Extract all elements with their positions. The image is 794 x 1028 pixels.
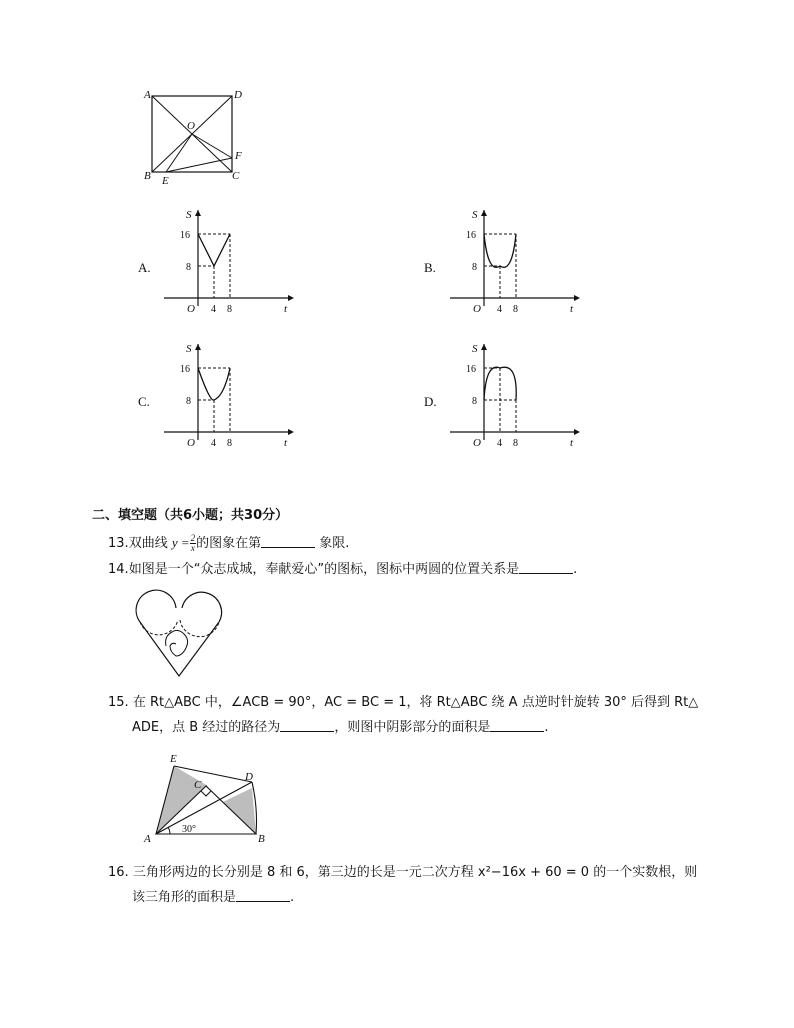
q13-frac-num: 2 <box>190 533 196 543</box>
option-label-2[interactable]: B. <box>424 260 436 275</box>
circle-left-hidden-arc <box>140 620 178 635</box>
label-d: D <box>245 771 253 783</box>
x-tick-8: 8 <box>513 304 518 315</box>
option-graph-4 <box>442 340 582 458</box>
origin-label: O <box>187 437 195 449</box>
y-axis-arrow <box>195 210 201 216</box>
segment-oe <box>166 134 192 172</box>
y-tick-8: 8 <box>186 396 191 407</box>
label-c: C <box>194 779 202 791</box>
function-curve <box>198 368 230 400</box>
label-angle: 30° <box>182 824 196 835</box>
axis-label-t: t <box>570 303 574 315</box>
option-graph-3 <box>156 340 296 458</box>
y-tick-8: 8 <box>472 396 477 407</box>
q14-text: 如图是一个“众志成城，奉献爱心”的图标，图标中两圆的位置关系是 <box>128 562 520 577</box>
q15-number: 15. <box>108 695 129 710</box>
circle-right-hidden-arc <box>180 620 219 637</box>
function-curve <box>484 234 516 267</box>
question-14 <box>108 560 577 579</box>
y-tick-16: 16 <box>180 230 190 241</box>
question-15-line1 <box>108 694 698 712</box>
label-e: E <box>162 175 169 187</box>
x-axis-arrow <box>574 429 580 435</box>
option-graph-2 <box>442 206 582 324</box>
q16-answer-blank[interactable] <box>236 888 290 902</box>
axis-label-s: S <box>472 209 478 221</box>
label-b: B <box>258 833 265 845</box>
label-e: E <box>170 753 177 765</box>
y-tick-8: 8 <box>472 262 477 273</box>
q16-line2: 该三角形的面积是 <box>132 890 237 905</box>
y-axis-arrow <box>481 344 487 350</box>
label-b: B <box>144 170 151 182</box>
q15-line1: 在 Rt△ABC 中，∠ACB = 90°，AC = BC = 1，将 Rt△ABC 绕 A 点逆时针旋转 30° 后得到 Rt△ <box>132 695 699 710</box>
q13-text-before: 双曲线 <box>128 536 168 551</box>
q15-line2-b: ，则图中阴影部分的面积是 <box>334 720 491 735</box>
question-15-line2 <box>132 718 548 737</box>
origin-label: O <box>473 303 481 315</box>
hand-icon <box>166 630 188 656</box>
q13-text-after: 的图象在第 <box>196 536 262 551</box>
q13-number: 13. <box>108 536 129 551</box>
section-heading: 二、填空题（共6小题；共30分） <box>92 508 289 523</box>
x-axis-arrow <box>288 295 294 301</box>
axis-label-t: t <box>570 437 574 449</box>
axis-label-s: S <box>186 343 192 355</box>
x-tick-4: 4 <box>211 304 216 315</box>
question-13 <box>108 534 349 553</box>
y-tick-16: 16 <box>466 230 476 241</box>
q14-answer-blank[interactable] <box>519 560 573 574</box>
y-axis-arrow <box>195 344 201 350</box>
axis-label-t: t <box>284 437 288 449</box>
option-label-3[interactable]: C. <box>138 394 150 409</box>
y-tick-8: 8 <box>186 262 191 273</box>
axis-label-s: S <box>186 209 192 221</box>
x-axis-arrow <box>574 295 580 301</box>
segment-of <box>192 134 232 158</box>
label-d: D <box>234 89 242 101</box>
q13-answer-blank[interactable] <box>261 534 315 548</box>
circle-right <box>182 592 222 622</box>
x-tick-8: 8 <box>513 438 518 449</box>
square-figure <box>138 86 248 186</box>
q16-line1: 三角形两边的长分别是 8 和 6，第三边的长是一元二次方程 x²−16x + 60 = 0 的一个实数根，则 <box>132 865 698 880</box>
q16-line2-end: . <box>290 890 295 905</box>
x-tick-8: 8 <box>227 304 232 315</box>
heart-outline <box>140 622 219 676</box>
segment-ef <box>166 158 232 172</box>
q15-answer-blank-1[interactable] <box>280 718 334 732</box>
question-16-line1 <box>108 864 697 882</box>
option-graph-1 <box>156 206 296 324</box>
x-axis-arrow <box>288 429 294 435</box>
q16-number: 16. <box>108 865 129 880</box>
option-label-1[interactable]: A. <box>138 260 151 275</box>
y-tick-16: 16 <box>466 364 476 375</box>
function-curve <box>198 234 230 266</box>
y-tick-16: 16 <box>180 364 190 375</box>
q14-end: . <box>573 562 578 577</box>
rotated-triangle-figure <box>140 750 272 848</box>
axis-label-s: S <box>472 343 478 355</box>
q14-number: 14. <box>108 562 129 577</box>
axis-label-t: t <box>284 303 288 315</box>
circle-left <box>136 590 176 622</box>
label-a: A <box>144 833 151 845</box>
label-c: C <box>232 170 240 182</box>
option-label-4[interactable]: D. <box>424 394 437 409</box>
heart-emblem-figure <box>134 586 226 680</box>
origin-label: O <box>187 303 195 315</box>
x-tick-8: 8 <box>227 438 232 449</box>
x-tick-4: 4 <box>211 438 216 449</box>
x-tick-4: 4 <box>497 304 502 315</box>
origin-label: O <box>473 437 481 449</box>
y-axis-arrow <box>481 210 487 216</box>
q13-frac-den: x <box>190 543 195 553</box>
x-tick-4: 4 <box>497 438 502 449</box>
label-o: O <box>187 120 195 132</box>
question-16-line2 <box>132 888 294 907</box>
label-a: A <box>144 89 151 101</box>
q13-math-lhs: y = <box>171 535 190 550</box>
label-f: F <box>235 150 242 162</box>
q13-text-end: 象限. <box>319 536 350 551</box>
q15-line2-c: . <box>544 720 549 735</box>
q15-answer-blank-2[interactable] <box>490 718 544 732</box>
q15-line2-a: ADE，点 B 经过的路径为 <box>132 720 281 735</box>
